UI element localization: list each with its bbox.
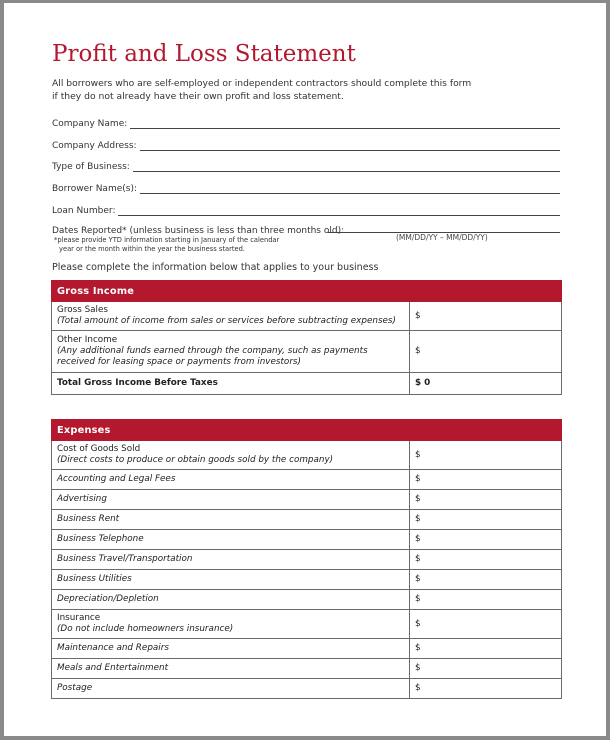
table-row <box>52 490 562 510</box>
instruction-text: Please complete the information below that applies to your business <box>52 262 379 273</box>
total-gross-income-value: $ 0 <box>410 373 562 395</box>
table-row <box>52 679 562 699</box>
insurance-desc: (Do not include homeowners insurance) <box>57 624 234 634</box>
table-row <box>52 373 562 395</box>
rent-amount[interactable]: $ <box>410 510 562 530</box>
page-title: Profit and Loss Statement <box>52 41 356 67</box>
borrower-names-label: Borrower Name(s): <box>52 184 137 194</box>
gross-sales-label: Gross Sales <box>57 305 108 315</box>
table-row <box>52 590 562 610</box>
telephone-amount[interactable]: $ <box>410 530 562 550</box>
other-income-label: Other Income <box>57 335 118 345</box>
cogs-label: Cost of Goods Sold <box>57 444 141 454</box>
other-income-amount[interactable]: $ <box>410 331 562 373</box>
company-name-field <box>52 115 560 129</box>
dates-reported-label: Dates Reported* (unless business is less than three months old): <box>52 226 345 236</box>
table-row <box>52 331 562 373</box>
cogs-amount[interactable]: $ <box>410 441 562 470</box>
type-of-business-label: Type of Business: <box>52 162 130 172</box>
expenses-header: Expenses <box>52 420 562 441</box>
dates-reported-field <box>52 222 345 236</box>
rent-label: Business Rent <box>52 510 410 530</box>
cogs-desc: (Direct costs to produce or obtain goods sold by the company) <box>57 455 334 465</box>
telephone-label: Business Telephone <box>52 530 410 550</box>
document-page <box>4 3 606 736</box>
table-row <box>52 302 562 331</box>
maintenance-label: Maintenance and Repairs <box>52 639 410 659</box>
accounting-label: Accounting and Legal Fees <box>52 470 410 490</box>
cogs-cell <box>52 441 410 470</box>
expenses-table <box>51 419 562 699</box>
travel-amount[interactable]: $ <box>410 550 562 570</box>
table-row <box>52 441 562 470</box>
ytd-note-line2: year or the month within the year the business started. <box>59 245 245 253</box>
meals-label: Meals and Entertainment <box>52 659 410 679</box>
gross-sales-amount[interactable]: $ <box>410 302 562 331</box>
table-row <box>52 550 562 570</box>
depreciation-amount[interactable]: $ <box>410 590 562 610</box>
gross-income-table <box>51 280 562 395</box>
utilities-label: Business Utilities <box>52 570 410 590</box>
utilities-amount[interactable]: $ <box>410 570 562 590</box>
borrower-names-field <box>52 180 560 194</box>
other-income-desc: (Any additional funds earned through the company, such as payments received for leasing space or payments from investors) <box>57 346 368 367</box>
borrower-names-input-line[interactable] <box>140 184 560 194</box>
maintenance-amount[interactable]: $ <box>410 639 562 659</box>
loan-number-input-line[interactable] <box>118 206 560 216</box>
advertising-label: Advertising <box>52 490 410 510</box>
advertising-amount[interactable]: $ <box>410 490 562 510</box>
company-address-input-line[interactable] <box>140 141 560 151</box>
loan-number-field <box>52 202 560 216</box>
ytd-note <box>54 236 279 254</box>
meals-amount[interactable]: $ <box>410 659 562 679</box>
company-name-label: Company Name: <box>52 119 128 129</box>
table-row <box>52 510 562 530</box>
table-row <box>52 530 562 550</box>
insurance-cell <box>52 610 410 639</box>
postage-amount[interactable]: $ <box>410 679 562 699</box>
postage-label: Postage <box>52 679 410 699</box>
type-of-business-field <box>52 158 560 172</box>
depreciation-label: Depreciation/Depletion <box>52 590 410 610</box>
table-row <box>52 639 562 659</box>
insurance-label: Insurance <box>57 613 101 623</box>
loan-number-label: Loan Number: <box>52 206 116 216</box>
intro-text: All borrowers who are self-employed or independent contractors should complete this form if they do not already have their own profit and loss statement. <box>52 78 472 102</box>
gross-sales-cell <box>52 302 410 331</box>
total-gross-income-label: Total Gross Income Before Taxes <box>52 373 410 395</box>
type-of-business-input-line[interactable] <box>133 162 560 172</box>
table-row <box>52 659 562 679</box>
other-income-cell <box>52 331 410 373</box>
accounting-amount[interactable]: $ <box>410 470 562 490</box>
table-row <box>52 570 562 590</box>
ytd-note-line1: *please provide YTD information starting in January of the calendar <box>54 236 280 244</box>
insurance-amount[interactable]: $ <box>410 610 562 639</box>
travel-label: Business Travel/Transportation <box>52 550 410 570</box>
company-address-label: Company Address: <box>52 141 137 151</box>
table-row <box>52 610 562 639</box>
company-name-input-line[interactable] <box>130 119 560 129</box>
table-row <box>52 470 562 490</box>
company-address-field <box>52 137 560 151</box>
gross-income-header: Gross Income <box>52 281 562 302</box>
gross-sales-desc: (Total amount of income from sales or services before subtracting expenses) <box>57 316 396 326</box>
dates-format-hint: (MM/DD/YY – MM/DD/YY) <box>396 233 488 242</box>
